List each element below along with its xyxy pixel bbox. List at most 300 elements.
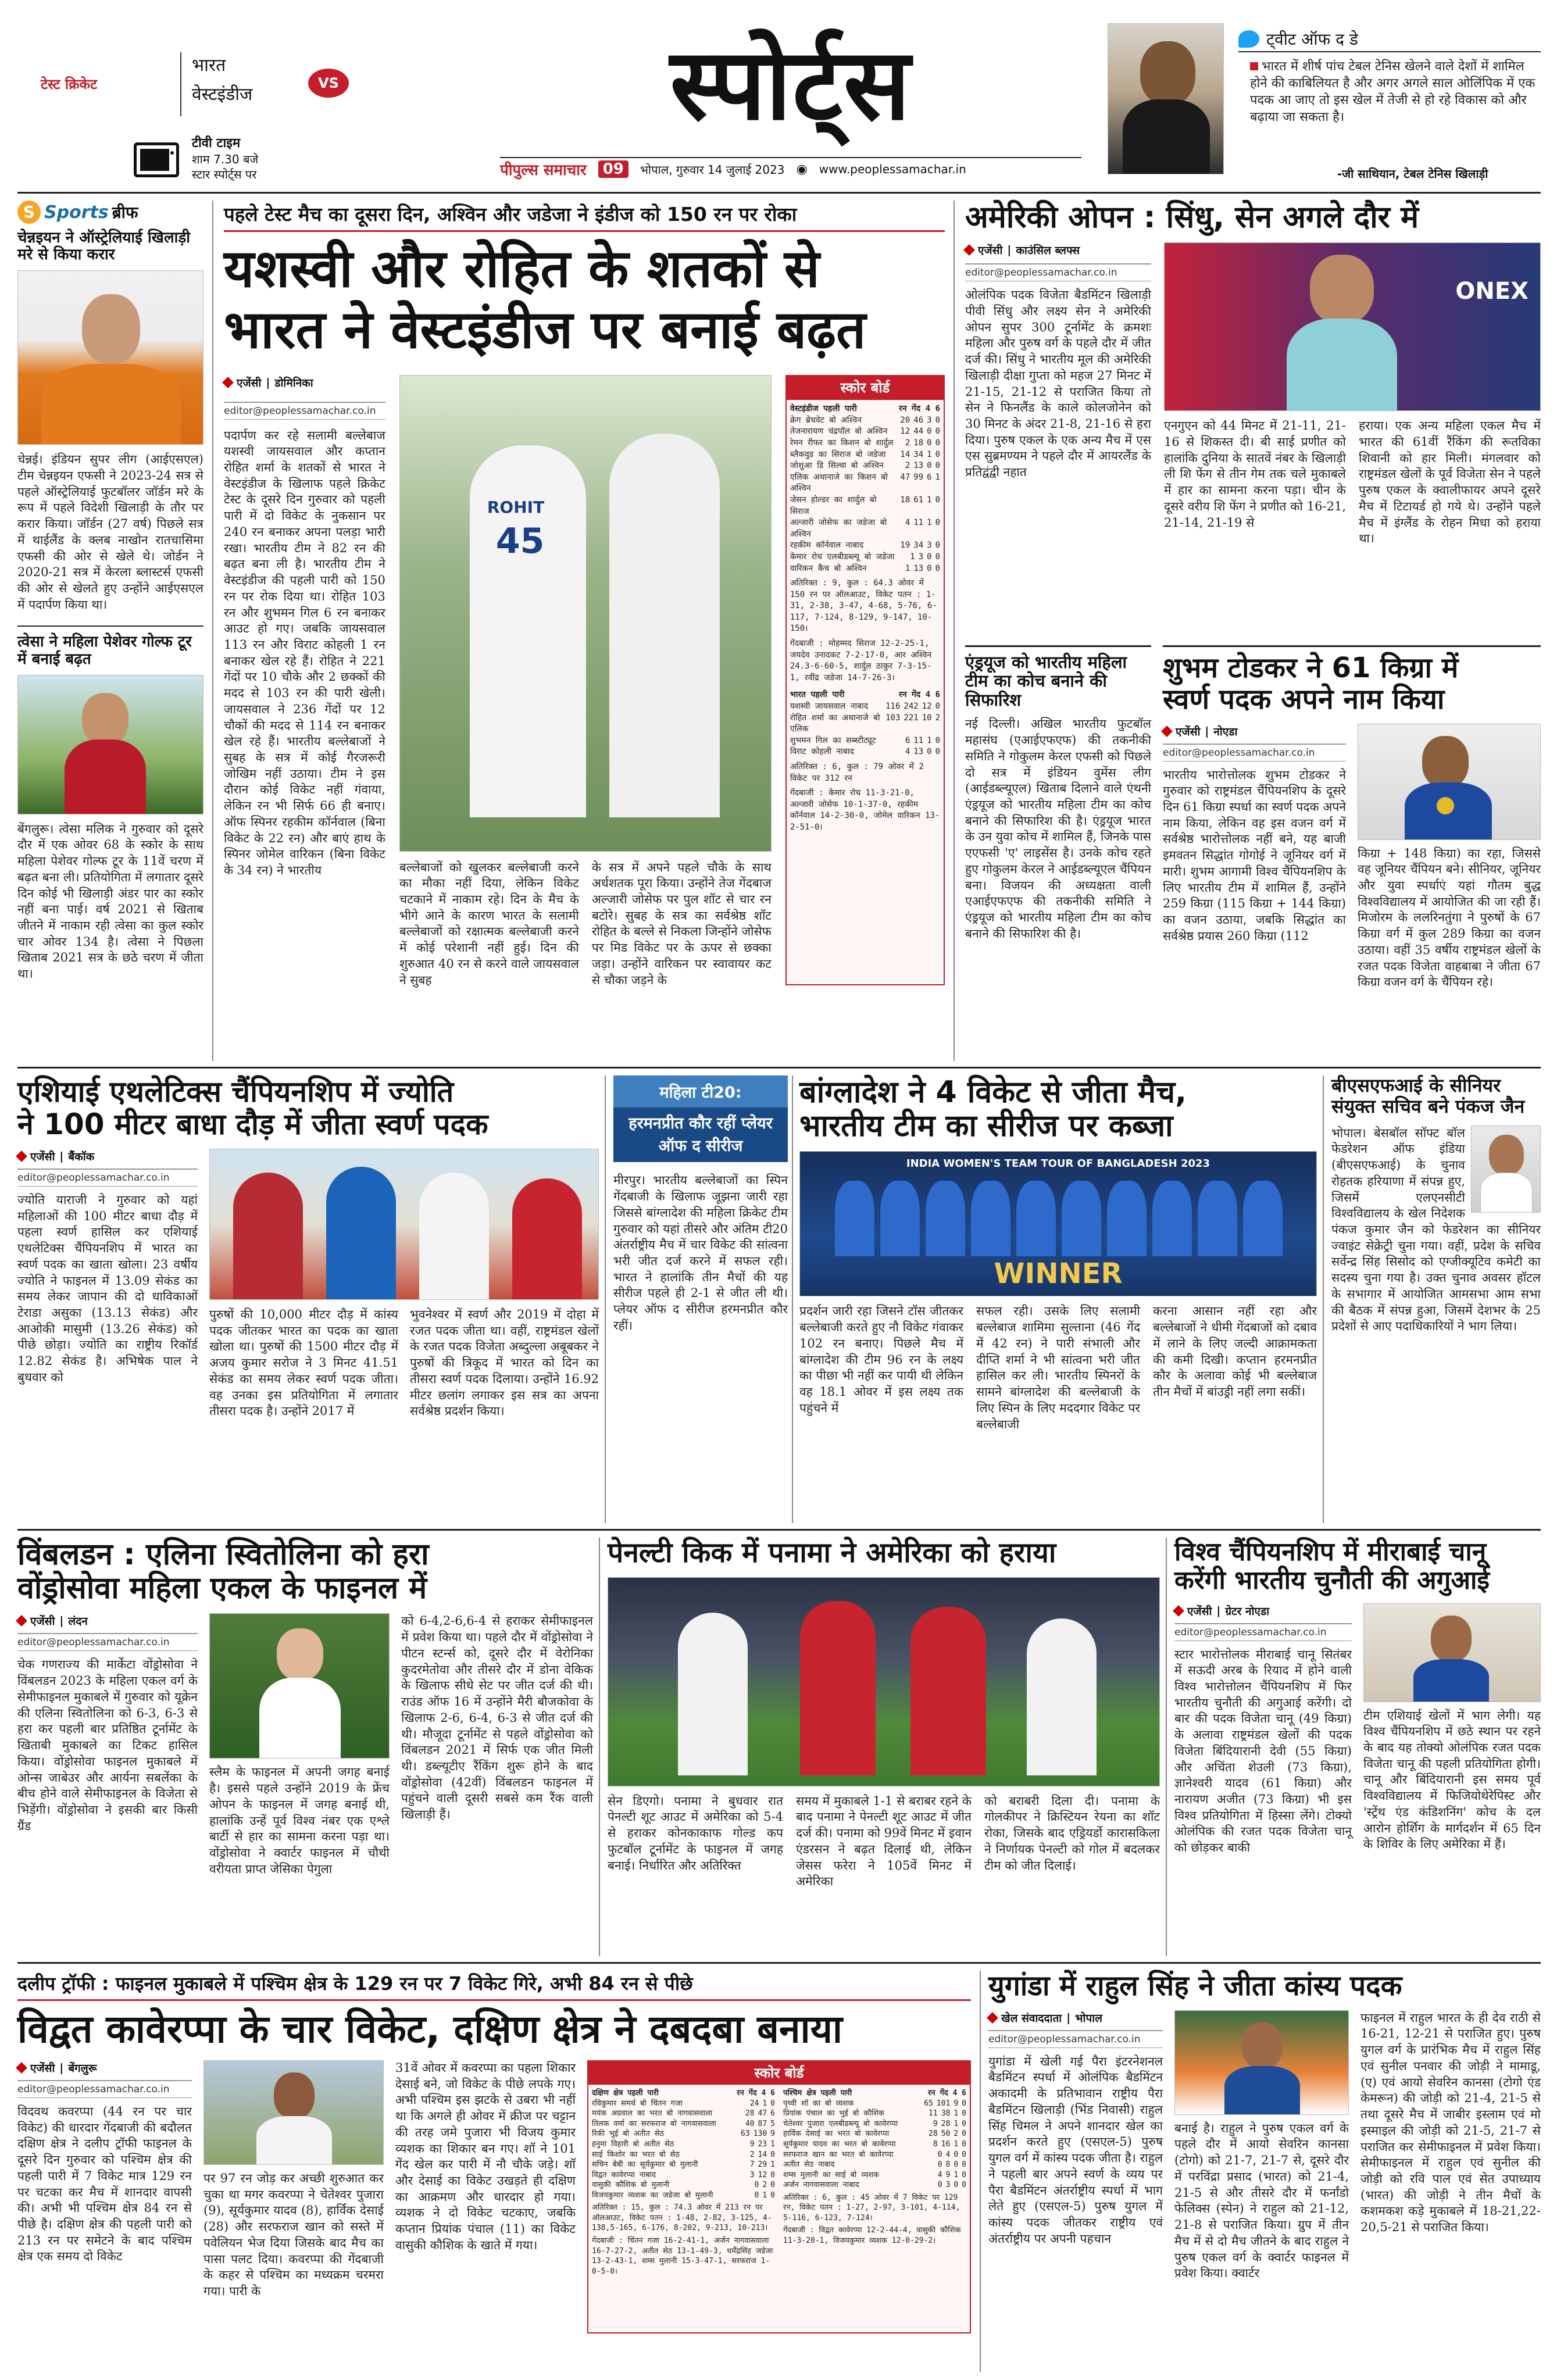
batter-figure: 2 (905, 438, 910, 448)
shubham-photo (1358, 724, 1541, 840)
uganda-photo-rahul (1174, 2010, 1349, 2115)
batter-figure: 34 (913, 449, 924, 459)
duleep-col-3: 31वें ओवर में कवरप्पा का पहला शिकार देसाई बने, जो विकेट के पीछे लपके गए। अभी पश्चिम इस झटके से उबरा भी नहीं था कि अगले ही ओवर में क्रीज पर चट्टान की तरह जमे पुजारा भी विजय कुमार व्यशक का शिकार बन गए। शॉ ने 101 गेंद खेल कर पारी में नौ चौके जड़े। शॉ और देसाई का विकेट उखड़ते ही दक्षिण का आक्रमण और धारदार हो गया। व्यशक ने दो विकेट चटकाए, जबकि कप्तान प्रियांक पंचाल (11) का विकेट वासुकी कौशिक के खाते में गया। (395, 2060, 576, 2252)
scoreboard-bowling-ind: गेंदबाजी : केमार रोच 11-3-21-0, अल्जारी जोसेफ 10-1-37-0, रहकीम कॉर्नवाल 14-2-30-0, जोमेल वारिकन 13-2-51-0। (790, 788, 940, 832)
scoreboard-row (592, 2129, 775, 2139)
scoreboard-row (592, 2170, 775, 2181)
tv-icon (134, 142, 179, 177)
batter-figure: 0 (935, 518, 940, 528)
batter-figures (742, 2109, 775, 2119)
batter-name: क्रेग ब्रेथवेट बो अश्विन (790, 415, 862, 425)
byline-marker-icon (16, 2062, 27, 2074)
bangladesh-col-1: प्रदर्शन जारी रहा जिसने टॉस जीतकर बल्लेबाजी करते हुए नौ विकेट गंवाकर 102 रन बनाए। पिछले मैच में बांग्लादेश की टीम 96 रन के लक्ष्य का पीछा भी नहीं कर पायी थी लेकिन वह 18.1 ओवर में इस लक्ष्य तक पहुंचने में (799, 1304, 963, 1415)
scoreboard-row (790, 426, 940, 438)
batter-figure: 0 (954, 2160, 959, 2170)
batter-figure: 99 (913, 472, 924, 482)
andrews-headline: एंड्रयूज को भारतीय महिला टीम का कोच बनाने की सिफारिश (965, 645, 1151, 709)
bfai-photo-pankaj (1471, 1125, 1541, 1213)
batter-figure: 2 (905, 461, 910, 471)
scoreboard-row (592, 2160, 775, 2170)
batter-figure: 1 (954, 2109, 959, 2118)
batter-figure: 28 (941, 2119, 951, 2128)
panama-col-3: को बराबरी दिला दी। पनामा के गोलकीपर ने क्रिस्टियन रेयना का शॉट रोका, जिसके बाद एड्रियर्डो कारासकिला ने निर्णायक पेनल्टी को गोल में बदलकर टीम को जीत दिलाई। (984, 1793, 1160, 1872)
duleep-photo-kaverappa (203, 2060, 384, 2165)
andrews-body: नई दिल्ली। अखिल भारतीय फुटबॉल महासंघ (एआईएफएफ) की तकनीकी समिति ने गोकुलम केरल एफसी को पिछले दो सत्र में इंडियन वुमेंस लीग (आईडब्ल्यूएल) खिताब दिलाने वाले एंथनी एंड्रयूज को भारतीय महिला टीम का कोच बनाने की सिफारिश की है। एंड्रयूज भारत के उन युवा कोच में शामिल हैं, जिनके पास एएफसी 'ए' लाइसेंस है। उनके कोच रहते हुए गोकुलम केरल ने आईडब्ल्यूएल चैंपियन बना। विजयन की अध्यक्षता वाली एआईएफएफ की तकनीकी समिति ने एंड्रयूज को भारतीय महिला टीम का कोच बनाने की सिफारिश की है। (965, 717, 1151, 941)
batter-figure: 12 (922, 702, 932, 712)
us-open-email: editor@peoplessamachar.co.in (965, 263, 1151, 281)
batter-figures (906, 552, 940, 563)
scoreboard-rows-wi (790, 415, 940, 574)
batter-figure: 1 (910, 552, 915, 562)
scoreboard-row (592, 2190, 775, 2201)
wimbledon-headline-2: वोंड्रोसोवा महिला एकल के फाइनल में (17, 1571, 427, 1606)
batter-figure: 242 (904, 702, 919, 712)
wimbledon-story (17, 1538, 593, 1956)
batter-figure: 38 (941, 2109, 951, 2118)
lead-col-3: के सत्र में अपने पहले चौके के साथ अर्धशतक पूरा किया। उन्होंने तेज गेंदबाज अल्जारी जोसेफ पर पुल शॉट से चार रन बटोरे। सुबह के सत्र का सर्वश्रेष्ठ शॉट रोहित के बल्ले से निकला जिन्होंने जोसेफ पर मिड विकेट पर के ऊपर से छक्का जड़ा। उन्होंने वारिकन पर स्वावायर कट से चौका जड़ने के (591, 860, 772, 987)
women-t20-banner: महिला टी20: हरमनप्रीत कौर रहीं प्लेयर ऑफ द सीरीज (613, 1075, 788, 1162)
us-open-story (965, 201, 1541, 666)
batter-figure: 4 (905, 518, 910, 528)
duleep-sb-left-extras: अतिरिक्त : 15, कुल : 74.3 ओवर में 213 रन पर ऑलआउट, विकेट पतन : 1-48, 2-82, 3-125, 4-138,5-165, 6-176, 8-202, 9-213, 10-213। (592, 2203, 772, 2233)
batter-figure: 47 (758, 2109, 767, 2118)
batter-figures (897, 449, 940, 461)
batter-figures (902, 517, 940, 540)
mirabai-headline-2: करेंगी भारतीय चुनौती की अगुआई (1174, 1566, 1490, 1596)
paper-name: पीपुल्स समाचार (500, 162, 587, 179)
lead-col-2: बल्लेबाजों को खुलकर बल्लेबाजी करने का मौका नहीं दिया, लेकिन विकेट चटकाने में नाकाम रहे। दिन के मैच के भीगे आने के कारण भारत के सलामी बल्लेबाजों को रक्षात्मक बल्लेबाजी करने में कोई परेशानी नहीं हुई। दिन की शुरुआत 40 रन से करने वाले जायसवाल ने सुबह (399, 860, 579, 987)
batter-figure: 14 (758, 2150, 767, 2159)
batter-figures (934, 2180, 966, 2190)
batter-figure: 24 (749, 2099, 759, 2108)
batter-figure: 13 (913, 461, 924, 471)
shubham-col-1: भारतीय भारोत्तोलक शुभम टोडकर ने गुरुवार को राष्ट्रमंडल चैंपियनशिप के दूसरे दिन 61 किग्रा स्पर्धा का स्वर्ण पदक अपने नाम किया, लेकिन वह इस वजन वर्ग में सर्वश्रेष्ठ भारोत्तोलक नहीं बने, यह बाजी इमवतन सिद्धांत गोगोई ने जूनियर वर्ग में मारी। शुभम आगामी विश्व चैंपियनशिप के लिए भारतीय टीम में शामिल हैं, उन्होंने 259 किग्रा (115 किग्रा + 144 किग्रा) का वजन उठाया, जबकि सिद्धांत का सर्वश्रेष्ठ प्रयास 260 किग्रा (112 (1163, 767, 1346, 943)
batter-name: सूर्यकुमार यादव का भरत बो कावेरप्पा (783, 2140, 896, 2149)
asian-story (17, 1075, 599, 1523)
bangladesh-headline-2: भारतीय टीम का सीरीज पर कब्जा (799, 1109, 1173, 1144)
batter-figure: 9 (770, 2129, 775, 2139)
batter-figure: 1 (927, 449, 932, 459)
batter-figures (897, 495, 940, 517)
us-open-headline: अमेरिकी ओपन : सिंधु, सेन अगले दौर में (965, 200, 1419, 235)
batter-figure: 0 (770, 2181, 775, 2190)
panama-photo-team (608, 1577, 1160, 1786)
scoreboard-extras-ind: अतिरिक्त : 6, कुल : 79 ओवर में 2 विकेट पर 312 रन (790, 762, 924, 783)
batter-figure: 5 (770, 2119, 775, 2128)
batter-figure: 1 (770, 2160, 775, 2170)
scoreboard-row (790, 438, 940, 449)
batter-figure: 0 (935, 735, 940, 745)
duleep-story (17, 1971, 971, 2372)
page-number: 09 (598, 160, 628, 178)
tweet-author-photo (1108, 23, 1224, 174)
mirabai-col-2: टीम एशियाई खेलों में भाग लेगी। यह विश्व चैंपियनशिप में छठे स्थान पर रहने के बाद यह तोक्यो ओलंपिक रजत पदक विजेता चानू की पहली प्रतियोगिता होगी। चानू और बिंदियारानी इस समय पूर्व विश्वविद्यालय में फिजियोथेरेपिस्ट और 'स्ट्रेंथ एंड कंडिशनिंग' कोच के दल आरोन होर्शिग के मार्गदर्शन में 65 दिन के शिविर के लिए अमेरिका में हैं। (1363, 1708, 1541, 1852)
batter-figures (934, 2160, 966, 2170)
batter-figures (902, 735, 940, 747)
batter-name: सरफराज खान का भरत बो कावेरप्पा (783, 2150, 894, 2159)
batter-figure: 7 (749, 2160, 755, 2170)
batter-figure: 0 (754, 2190, 759, 2200)
batter-figure: 3 (945, 2181, 951, 2190)
batter-figure: 3 (749, 2170, 755, 2179)
batter-figure: 4 (937, 2170, 942, 2179)
batter-figure: 9 (749, 2140, 755, 2149)
batter-figure: 18 (913, 438, 924, 448)
batter-figure: 0 (770, 2099, 775, 2108)
uganda-headline: युगांडा में राहुल सिंह ने जीता कांस्य पदक (988, 1970, 1402, 2002)
batter-figure: 1 (954, 2140, 959, 2149)
batter-figure: 0 (962, 2150, 966, 2159)
batter-figure: 1 (905, 563, 910, 573)
batter-figure: 34 (913, 541, 924, 551)
batter-figure: 0 (935, 541, 940, 551)
duleep-scoreboard: स्कोर बोर्ड दक्षिण क्षेत्र पहली पारी रन गेंद 4 6 रविकुमार समर्थ बो चिंतन गजा 24 1 0 मयंक अग्रवाल का भरत बो नागवासवाला 28 47 6 तिलक वर्मा का सरफराज बो नागवासवाला 40 87 5 रिकी भुई बो अतीत सेठ 63 130 9 हनुमा विहारी बो अतीत सेठ 9 23 1 साई किशोर का भरत बो सेठ 2 14 0 सचिन बेबी का सूर्यकुमार बो मुलानी 7 29 1 विद्वत कावेरप्पा नाबाद 3 12 0 वासुकी कौशिक बो मुलानी 0 2 0 विजयकुमार व्यशक का जडेजा बो मुलानी 0 1 0 अतिरिक्त : 15, कुल : 74.3 ओवर में 213 रन पर ऑलआउट, विकेट पतन : 1-48, 2-82, 3-125, 4-138,5-165, 6-176, 8-202, 9-213, 10-213। गेंदबाजी : चिंतन गजा 16-2-41-1, अर्जन नागवासवाला 16-7-27-2, अतीत सेठ 13-1-49-3, धर्मेंद्रसिंह जडेजा 13-2-43-1, शम्स मुलानी 15-3-47-1, सरफराज 1-0-5-0। पश्चिम क्षेत्र पहली पारी रन गेंद 4 6 पृथ्वी शॉ का बो व्यशक 65 101 9 0 प्रियांक पंचाल का भुई बो कौशिक 11 38 1 0 चेतेश्वर पुजारा एलबीडब्ल्यू बो कावेरप्पा 9 28 1 0 हार्विक देसाई का भरत बो कावेरप्पा 28 50 2 0 सूर्यकुमार यादव का भरत बो कावेरप्पा 8 16 1 0 सरफराज खान का भरत बो कावेरप्पा 0 4 0 0 अतीत सेठ नाबाद 0 8 0 0 शम्स मुलानी का साई बो व्यशक 4 9 1 0 अर्जन नागवासवाला नाबाद 0 3 0 0 अतिरिक्त : 6, कुल : 45 ओवर में 7 विकेट पर 129 रन, विकेट पतन : 1-27, 2-97, 3-101, 4-114, 5-116, 6-123, 7-124। गेंदबाजी : विद्वत कावेरप्पा 12-2-44-4, वासुकी कौशिक 11-3-20-1, विजयकुमार व्यशक 12-0-29-2। (587, 2060, 971, 2333)
wimbledon-col-2: स्लैम के फाइनल में अपनी जगह बनाई है। इससे पहले उन्होंने 2019 के फ्रेंच ओपन के फाइनल में जगह बनाई थी, हालांकि उन्हें पूर्व विश्व नंबर एक एश्ले बार्टी से हार का सामना करना पड़ा था। वोंड्रोसोवा ने क्वार्टर फाइनल में चौथी वरीयता प्राप्त जेसिका पेगुला (209, 1765, 390, 1876)
batter-figures (742, 2119, 775, 2129)
batter-figure: 130 (753, 2129, 767, 2139)
scoreboard-extras-wi: अतिरिक्त : 9, कुल : 64.3 ओवर में 150 रन पर ऑलआउट, विकेट पतन : 1-31, 2-38, 3-47, 4-68, 5-76, 6-117, 7-124, 8-129, 9-147, 10-150। (790, 578, 937, 634)
batter-figure: 0 (927, 427, 932, 437)
us-open-col-1: ओलंपिक पदक विजेता बैडमिंटन खिलाड़ी पीवी सिंधु और लक्ष्य सेन ने अमेरिकी ओपन सुपर 300 टूर्नामेंट के क्रमशः महिला और पुरुष वर्ग के पहले दौर में जीत दर्ज की। सिंधु ने भारतीय मूल की अमेरिकी खिलाड़ी दीक्षा गुप्ता को महज 27 मिनट में 21-15, 21-12 से पराजित किया तो सेन ने फिनलैंड के काले कोलजोनेन को 30 मिनट के अंदर 21-8, 21-16 से हरा दिया। पुरुष एकल के एक अन्य मैच में एस एस सुब्रमण्यम ने पहले दौर में आयरलैंड के प्रतिद्वंद्वी नहात (965, 288, 1151, 480)
batter-figure: 2 (762, 2181, 767, 2190)
batter-figures (897, 415, 940, 427)
scoreboard-row (790, 517, 940, 540)
batter-name: तिलक वर्मा का सरफराज बो नागवासवाला (592, 2119, 716, 2128)
duleep-col-2: पर 97 रन जोड़ कर अच्छी शुरुआत कर चुका था मगर कवरप्पा ने चेतेश्वर पुजारा (9), सूर्यकुमार यादव (8), हार्विक देसाई (28) और सरफराज खान को सस्ते में पवेलियन भेज दिया जिसके बाद मैच का पासा पलट दिया। कवरप्पा की गेंदबाजी के कहर से पश्चिम का मध्यक्रम चरमरा गया। पारी के (203, 2171, 384, 2298)
batter-figure: 1 (762, 2099, 767, 2108)
mirabai-photo (1363, 1603, 1541, 1702)
lead-email: editor@peoplessamachar.co.in (224, 402, 385, 420)
scoreboard-row (790, 735, 940, 747)
batter-figure: 116 (885, 702, 901, 712)
batter-figure: 3 (927, 415, 932, 425)
test-cricket-label: टेस्ट क्रिकेट (41, 76, 98, 92)
batter-figure: 13 (913, 563, 924, 573)
asian-photo-hurdlers (209, 1149, 599, 1300)
batter-figure: 3 (927, 541, 932, 551)
website: www.peoplessamachar.in (819, 162, 966, 176)
bfai-body: भोपाल। बेसबॉल सॉफ्ट बॉल फेडरेशन ऑफ इंडिया (बीएसएफआई) के चुनाव रोहतक हरियाणा में संपन्न हुए, जिसमें एलएनसीटी विश्वविद्यालय के खेल निदेशक पंकज कुमार जैन को फेडरेशन का सीनियर ज्वाइंट सेक्रेट्री चुना गया। वहीं, प्रदेश के सचिव सर्वेन्द्र सिंह सिसोद को एग्जीक्यूटिव कमेटी का सदस्य चुना गया है। उक्त चुनाव अवसर हॉटल के सभागार में आयोजित आमसभा आम सभा की बैठक में संपन्न हुआ, जिसमें देशभर के 25 प्रदेशों से आए पदाधिकारियों ने भाग लिया। (1331, 1125, 1541, 1334)
batter-figure: 0 (935, 427, 940, 437)
batter-figure: 0 (962, 2181, 966, 2190)
batter-figure: 14 (900, 449, 910, 459)
asian-headline-1: एशियाई एथलेटिक्स चैंपियनशिप में ज्योति (17, 1075, 454, 1109)
uganda-story (988, 1971, 1541, 2372)
twitter-bird-icon (1238, 30, 1259, 48)
tv-time: शाम 7.30 बजे (192, 152, 259, 166)
tweet-author: -जी साथियान, टेबल टेनिस खिलाड़ी (1337, 167, 1488, 181)
batter-figure: 0 (770, 2190, 775, 2200)
batter-figure: 1 (762, 2190, 767, 2200)
batter-figure: 2 (935, 713, 940, 723)
batter-figure: 221 (904, 713, 919, 723)
masthead (0, 0, 1557, 192)
wimbledon-email: editor@peoplessamachar.co.in (17, 1633, 198, 1651)
batter-figures (747, 2150, 775, 2160)
batter-figure: 0 (962, 2109, 966, 2118)
mirabai-email: editor@peoplessamachar.co.in (1174, 1623, 1352, 1641)
batter-figures (751, 2190, 775, 2201)
batter-figures (934, 2150, 966, 2160)
duleep-byline: एजेंसी | बेंगलुरू (17, 2060, 192, 2075)
batter-figure: 0 (927, 461, 932, 471)
us-open-col-2: एनगुएन को 44 मिनट में 21-11, 21-16 से शिकस्त दी। बी साई प्रणीत को हालांकि दुनिया के सातवें नंबर के खिलाड़ी ली शि फेंग से तीन गेम तक चले मुकाबले में हार का सामना करना पड़ा। चीन के दूसरे वरीय शि फेंग ने प्रणीत को 16-21, 21-14, 21-19 से (1164, 419, 1346, 530)
batter-figure: 8 (945, 2160, 951, 2170)
scoreboard-row (790, 563, 940, 575)
batter-figures (920, 2099, 966, 2109)
wimbledon-headline-1: विंबलडन : एलिना स्वितोलिना को हरा (17, 1537, 429, 1572)
batter-figure: 1 (927, 735, 932, 745)
scoreboard-row (790, 713, 940, 735)
batter-name: रेमन रीफर का किशन बो शार्दुल (790, 438, 894, 448)
batter-figure: 1 (954, 2119, 959, 2128)
shubham-headline-1: शुभम टोडकर ने 61 किग्रा में (1163, 645, 1541, 684)
uganda-col-mid: बनाई है। राहुल ने पुरुष एकल वर्ग के पहले दौर में आयो सेवरिन कानसा (टोगो) को 21-7, 21-7 से, दूसरे दौर में परविंद्रा प्रसाद (भारत) को 21-4, 21-5 से और तीसरे दौर में फर्नांडो फेलिक्स (स्पेन) ने राहुल को 21-12, 21-8 से पराजित किया। ग्रुप में तीन मैच में से दो मैच जीतने के बाद राहुल ने पुरुष एकल वर्ग के क्वार्टर फाइनल में प्रवेश किया। क्वार्टर (1174, 2121, 1349, 2281)
batter-figure: 2 (749, 2150, 755, 2159)
batter-name: रोहित शर्मा का अथानाजे बो एलिक (790, 713, 880, 734)
batter-figure: 0 (927, 747, 932, 757)
scoreboard-row (592, 2109, 775, 2119)
batter-name: प्रियांक पंचाल का भुई बो कौशिक (783, 2109, 884, 2118)
batter-name: हनुमा विहारी बो अतीत सेठ (592, 2140, 674, 2149)
batter-figure: 6 (905, 735, 910, 745)
batter-figure: 103 (885, 713, 901, 723)
sports-label: Sports (44, 202, 109, 223)
batter-figure: 12 (758, 2170, 767, 2179)
andrews-story (965, 645, 1151, 994)
duleep-email: editor@peoplessamachar.co.in (17, 2080, 192, 2098)
panama-headline: पेनल्टी किक में पनामा ने अमेरिका को हराया (608, 1536, 1056, 1569)
batter-figure: 0 (927, 438, 932, 448)
scoreboard-row (783, 2139, 966, 2150)
brief-photo-1 (17, 270, 203, 445)
shubham-byline: एजेंसी | नोएडा (1163, 724, 1346, 739)
batter-name: जेसन होल्डर का शार्दुल बो सिराज (790, 495, 877, 516)
batter-figure: 11 (913, 518, 924, 528)
batter-figure: 0 (770, 2150, 775, 2159)
batter-name: सचिन बेबी का सूर्यकुमार बो मुलानी (592, 2160, 698, 2170)
batter-figure: 0 (935, 495, 940, 505)
lead-headline-2: भारत ने वेस्टइंडीज पर बनाई बढ़त (224, 299, 866, 360)
batter-figure: 0 (935, 552, 940, 562)
batter-name: शम्स मुलानी का साई बो व्यशक (783, 2170, 880, 2179)
batter-figures (902, 746, 940, 758)
batter-figure: 6 (770, 2109, 775, 2118)
lead-story (224, 201, 945, 1061)
batter-figure: 19 (900, 541, 910, 551)
uganda-byline: खेल संवाददाता | भोपाल (988, 2010, 1163, 2025)
lead-scoreboard: स्कोर बोर्ड वेस्टइंडीज पहली पारी रन गेंद 4 6 क्रेग ब्रेथवेट बो अश्विन 20 46 3 0 तेजनारायण चंद्रपॉल बो अश्विन 12 44 0 0 रेमन रीफर का किशन बो शार्दुल 2 18 0 0 ब्लैकवुड का सिराज बो जडेजा 14 34 1 0 जोशुआ डि सिल्वा बो अश्विन 2 13 0 0 एलिक अथानाजे का किशन बो अश्विन 47 99 6 1 जेसन होल्डर का शार्दुल बो सिराज 18 61 1 0 अल्जारी जोसेफ का जडेजा बो अश्विन 4 11 1 0 रहकीम कॉर्नवाल नाबाद 19 34 3 0 केमार रोच एलबीडब्ल्यू बो जडेजा 1 3 0 0 वारिकन कैच बो अश्विन 1 13 0 0 अतिरिक्त : 9, कुल : 64.3 ओवर में 150 रन पर ऑलआउट, विकेट पतन : 1-31, 2-38, 3-47, 4-68, 5-76, 6-117, 7-124, 8-129, 9-147, 10-150। गेंदबाजी : मोहम्मद सिराज 12-2-25-1, जयदेव उनादकट 7-2-17-0, आर अश्विन 24.3-6-60-5, शार्दुल ठाकुर 7-3-15-1, रवींद्र जडेजा 14-7-26-3। भारत पहली पारी रन गेंद 4 6 यशस्वी जायसवाल नाबाद 116 242 12 0 रोहित शर्मा का अथानाजे बो एलिक 103 221 10 2 शुभमन गिल का सब्स्टीट्यूट 6 11 1 0 विराट कोहली नाबाद 4 13 0 0 अतिरिक्त : 6, कुल : 79 ओवर में 2 विकेट पर 312 रन गेंदबाजी : केमार रोच 11-3-21-0, अल्जारी जोसेफ 10-1-37-0, रहकीम कॉर्नवाल 14-2-30-0, जोमेल वारिकन 13-2-51-0। (785, 375, 945, 985)
batter-figure: 18 (900, 495, 910, 505)
batter-figure: 11 (913, 735, 924, 745)
scoreboard-row (783, 2170, 966, 2181)
batter-figure: 0 (935, 438, 940, 448)
batter-figure: 0 (937, 2181, 942, 2190)
batter-name: जोशुआ डि सिल्वा बो अश्विन (790, 461, 884, 471)
brief-label: ब्रीफ (112, 203, 138, 222)
batter-figure: 28 (929, 2129, 938, 2139)
batter-figure: 16 (941, 2140, 951, 2149)
scoreboard-row (783, 2160, 966, 2170)
batter-figure: 3 (918, 552, 924, 562)
panama-story (608, 1538, 1160, 1956)
scoreboard-row (783, 2119, 966, 2129)
brief-headline-1: चेन्नइयन ने ऑस्ट्रेलियाई खिलाड़ी मरे से किया करार (17, 229, 190, 264)
batter-name: केमार रोच एलबीडब्ल्यू बो जडेजा (790, 552, 895, 562)
shubham-email: editor@peoplessamachar.co.in (1163, 744, 1346, 762)
panama-col-2: समय में मुकाबले 1-1 से बराबर रहने के बाद पनामा ने पेनल्टी शूट आउट में जीत दर्ज की। पनामा को 99वें मिनट में इवान एंडरसन ने बढ़त दिलाई थी, लेकिन जेसस फरेरा ने 105वें मिनट में अमेरिका (796, 1793, 972, 1889)
tweet-bullet-icon (1250, 62, 1258, 70)
bangladesh-photo-team: INDIA WOMEN'S TEAM TOUR OF BANGLADESH 2023 WINNER (799, 1151, 1317, 1296)
batter-name: पृथ्वी शॉ का बो व्यशक (783, 2099, 854, 2108)
batter-figure: 0 (935, 449, 940, 459)
batter-figure: 4 (905, 747, 910, 757)
brief-photo-2 (17, 675, 203, 814)
mirabai-col-1: स्टार भारोत्तोलक मीराबाई चानू सितंबर में सऊदी अरब के रियाद में होने वाली विश्व भारोत्तोलन चैंपियनशिप में फिर भारतीय चुनौती की अगुआई करेंगी। दो बार की पदक विजेता चानू (49 किग्रा) के अलावा राष्ट्रमंडल खेलों की पदक विजेता बिंदियारानी देवी (55 किग्रा) और अचिंता शेउली (73 किग्रा), ज्ञानेश्वरी यादव (61 किग्रा) और नारायण अजीत (73 किग्रा) भी इस विश्व प्रतियोगिता में हिस्सा लेंगे। टोक्यो ओलंपिक की रजत पदक विजेता चानू को छोड़कर बाकी (1174, 1647, 1352, 1855)
women-t20-body: मीरपुर। भारतीय बल्लेबाजों का स्पिन गेंदबाजी के खिलाफ जूझना जारी रहा जिससे बांग्लादेश की महिला क्रिकेट टीम गुरुवार को यहां तीसरे और अंतिम टी20 अंतर्राष्ट्रीय मैच में चार विकेट की सांत्वना भरी जीत दर्ज करने में सफल रही। भारत ने हालांकि तीन मैचों की यह सीरीज पहले ही 2-1 से जीत ली थी। प्लेयर ऑफ द सीरीज हरमनप्रीत कौर रहीं। (613, 1173, 788, 1332)
byline-marker-icon (987, 2012, 998, 2024)
batter-figures (882, 701, 940, 713)
batter-figure: 8 (933, 2140, 938, 2149)
batter-figure: 0 (935, 461, 940, 471)
scoreboard-row (783, 2129, 966, 2139)
batter-name: विद्वत कावेरप्पा नाबाद (592, 2170, 656, 2179)
batter-figures (934, 2170, 966, 2181)
batter-figure: 29 (758, 2160, 767, 2170)
batter-name: ब्लैकवुड का सिराज बो जडेजा (790, 449, 886, 459)
batter-name: साई किशोर का भरत बो सेठ (592, 2150, 680, 2159)
lead-headline-1: यशस्वी और रोहित के शतकों से (224, 238, 820, 299)
scoreboard-row (592, 2119, 775, 2129)
asian-byline: एजेंसी | बैंकॉक (17, 1149, 198, 1164)
batter-figures (737, 2129, 775, 2139)
tweet-text: भारत में शीर्ष पांच टेबल टेनिस खेलने वाले देशों में शामिल होने की काबिलियत है और अगर अगले साल ओलिंपिक में एक पदक आ जाए तो इस खेल में तेजी से हो रहे विकास को और बढ़ाया जा सकता है। (1250, 59, 1535, 125)
uganda-email: editor@peoplessamachar.co.in (988, 2030, 1163, 2048)
batter-figures (747, 2170, 775, 2181)
scoreboard-row (790, 472, 940, 495)
scoreboard-row (783, 2150, 966, 2160)
batter-figures (897, 540, 940, 552)
brief-body-1: चेन्नई। इंडियन सुपर लीग (आईएसएल) टीम चेन्नइयन एफसी ने 2023-24 सत्र से पहले ऑस्ट्रेलियाई फुटबॉलर जॉर्डन मरे के रूप में पहले विदेशी खिलाड़ी के तौर पर करार किया। जॉर्डन (27 वर्ष) पिछले सत्र में थाईलैंड के क्लब नाखोन रातचासिमा एफसी की ओर से खेले थे। जोर्डन ने 2020-21 सत्र में केरला ब्लास्टर्स एफसी की ओर से खेलते हुए उन्होंने आईएसएल में पदार्पण किया था। (17, 452, 203, 612)
bfai-headline: बीएसएफआई के सीनियर संयुक्त सचिव बने पंकज जैन (1331, 1074, 1525, 1117)
batter-name: वारिकन कैच बो अश्विन (790, 563, 867, 573)
section-title: स्पोर्ट्स (670, 26, 912, 142)
team1-label: भारत (192, 55, 226, 76)
batter-figures (930, 2139, 966, 2150)
batter-figure: 47 (900, 472, 910, 482)
batter-figures (925, 2129, 966, 2139)
brief-column (17, 201, 203, 1061)
batter-figure: 87 (758, 2119, 767, 2128)
scoreboard-row (592, 2139, 775, 2150)
shubham-headline-2: स्वर्ण पदक अपने नाम किया (1163, 682, 1445, 716)
bangladesh-headline-1: बांग्लादेश ने 4 विकेट से जीता मैच, (799, 1075, 1187, 1110)
scoreboard-header-ind: भारत पहली पारी रन गेंद 4 6 (790, 690, 940, 700)
batter-figure: 11 (929, 2109, 938, 2118)
batter-figure: 101 (936, 2099, 951, 2108)
duleep-sb-left-rows (592, 2099, 775, 2200)
batter-figures (747, 2160, 775, 2170)
lead-byline: एजेंसी | डोमिनिका (224, 375, 385, 390)
batter-figure: 0 (954, 2181, 959, 2190)
tweet-header: ट्वीट ऑफ द डे (1238, 28, 1358, 50)
us-open-photo-sindhu: ONEX (1164, 242, 1541, 411)
batter-figure: 9 (933, 2119, 938, 2128)
us-open-col-3: हराया। एक अन्य महिला एकल मैच में भारत की 61वीं रैंकिंग की रूतविका शिवानी को हार मिली। मंगलवार को राष्ट्रमंडल खेलों के पूर्व विजेता सेन ने पहले पुरुष एकल के क्वालीफायर अपने दूसरे मैच में टिटायर्ड हो गये थे। उन्होंने पहले मैच में इंग्लैंड के रोहन मिधा को हराया था। (1359, 419, 1541, 546)
globe-icon: ◉ (796, 162, 808, 177)
batter-name: चेतेश्वर पुजारा एलबीडब्ल्यू बो कावेरप्पा (783, 2119, 898, 2128)
batter-figure: 40 (745, 2119, 755, 2128)
batter-figures (902, 438, 940, 449)
women-t20-story (613, 1075, 788, 1523)
byline-marker-icon (1161, 726, 1173, 737)
batter-figure: 63 (741, 2129, 750, 2139)
wimbledon-col-1: चेक गणराज्य की मार्केटा वोंड्रोसोवा ने विंबलडन 2023 के महिला एकल वर्ग के सेमीफाइनल मुकाबले में गुरुवार को यूक्रेन की एलिना स्वितोलिना को 6-3, 6-3 से हरा कर पहली बार प्रतिष्ठित टूर्नामेंट के खिताबी मुकाबले का टिकट हासिल किया। वोंड्रोसोवा फाइनल मुकाबले में ओन्स जाबेउर और आर्यना सबलेंका के बीच होने वाले सेमीफाइनल के विजेता से भिड़ेंगी। वोंड्रोसोवा ने इसकी बार किसी ग्रैंड (17, 1657, 198, 1833)
batter-figure: 9 (945, 2170, 951, 2179)
duleep-sb-right-extras: अतिरिक्त : 6, कुल : 45 ओवर में 7 विकेट पर 129 रन, विकेट पतन : 1-27, 2-97, 3-101, 4-114, 5-116, 6-123, 7-124। (783, 2193, 960, 2222)
vs-badge: VS (308, 69, 349, 98)
batter-figure: 9 (954, 2099, 959, 2108)
batter-figure: 1 (927, 518, 932, 528)
batter-figure: 1 (927, 495, 932, 505)
batter-figure: 1 (770, 2140, 775, 2149)
batter-name: शुभमन गिल का सब्स्टीट्यूट (790, 735, 876, 745)
bangladesh-story (799, 1075, 1317, 1523)
scoreboard-row (790, 746, 940, 758)
batter-figure: 0 (935, 415, 940, 425)
scoreboard-row (790, 701, 940, 713)
duleep-headline: विद्वत कावेरप्पा के चार विकेट, दक्षिण क्षेत्र ने दबदबा बनाया (17, 2007, 842, 2052)
batter-figure: 0 (962, 2140, 966, 2149)
brief-body-2: बेंगलुरू। त्वेसा मलिक ने गुरुवार को दूसरे दौर में एक ओवर 68 के स्कोर के साथ महिला पेशेवर गोल्फ टूर के 11वें चरण में बढ़त बना ली। प्रतियोगिता में लगातार दूसरे दिन कोई भी खिलाड़ी अंडर पार का स्कोर नहीं बना पाई। वर्ष 2021 से खिताब जीतने में नाकाम रही त्वेसा का कुल स्कोर चार ओवर 134 है। त्वेसा ने पिछला खिताब 2021 सत्र के छठे चरण में जीता था। (17, 821, 203, 981)
batter-figure: 0 (937, 2150, 942, 2159)
duleep-sb-right-bowling: गेंदबाजी : विद्वत कावेरप्पा 12-2-44-4, वासुकी कौशिक 11-3-20-1, विजयकुमार व्यशक 12-0-29-2। (783, 2226, 961, 2245)
batter-name: विजयकुमार व्यशक का जडेजा बो मुलानी (592, 2190, 713, 2200)
byline-marker-icon (1173, 1605, 1184, 1617)
batter-figure: 0 (962, 2119, 966, 2128)
dateline: भोपाल, गुरुवार 14 जुलाई 2023 (640, 162, 785, 177)
batter-name: रविकुमार समर्थ बो चिंतन गजा (592, 2099, 683, 2108)
scoreboard-row (790, 415, 940, 427)
batter-figure: 0 (954, 2150, 959, 2159)
scoreboard-row (783, 2099, 966, 2109)
panama-col-1: सेन डिएगो। पनामा ने बुधवार रात पेनल्टी शूट आउट में अमेरिका को 5-4 से हराकर कोनकाकाफ गोल्ड कप फुटबॉल टूर्नामेंट के फाइनल में जगह बनाई। निर्धारित और अतिरिक्त (608, 1793, 783, 1872)
scoreboard-bowling-wi: गेंदबाजी : मोहम्मद सिराज 12-2-25-1, जयदेव उनादकट 7-2-17-0, आर अश्विन 24.3-6-60-5, शार्दुल ठाकुर 7-3-15-1, रवींद्र जडेजा 14-7-26-3। (790, 639, 932, 682)
scoreboard-row (790, 552, 940, 563)
batter-figures (897, 426, 940, 438)
batter-figure: 1 (935, 472, 940, 482)
batter-figure: 0 (935, 747, 940, 757)
batter-figure: 0 (935, 563, 940, 573)
mirabai-byline: एजेंसी | ग्रेटर नोएडा (1174, 1603, 1352, 1618)
batter-name: अर्जन नागवासवाला नाबाद (783, 2181, 859, 2190)
scoreboard-header: वेस्टइंडीज पहली पारी रन गेंद 4 6 (790, 404, 940, 414)
batter-figure: 0 (962, 2160, 966, 2170)
us-open-byline: एजेंसी | काउंसिल ब्लफ्स (965, 242, 1151, 258)
batter-figure: 0 (962, 2129, 966, 2139)
batter-figure: 46 (913, 415, 924, 425)
uganda-col-2: फाइनल में राहुल भारत के ही देव राठी से 16-21, 12-21 से पराजित हुए। पुरुष युगल वर्ग के प्रारंभिक मैच में राहुल सिंह एवं सुनील पनवार की जोड़ी ने मामाडू, (ए) एवं आयो सेवरिन कानसा (टोगो एंड केमरून) की जोड़ी को 21-4, 21-5 से तथा दूसरे मैच में जाबीर इस्लाम एवं मो इस्माइल की जोड़ी को 21-5, 21-7 से पराजित कर सेमीफाइनल में प्रवेश किया। सेमीफाइनल में राहुल एवं सुनील की जोड़ी को रवि पाल एवं सेत उपाध्याय (भारत) की जोड़ी ने तीन मैचों के कशमकश कड़े मुकाबले में 18-21,22-20,5-21 से पराजित किया। (1360, 2010, 1541, 2235)
batter-name: तेजनारायण चंद्रपॉल बो अश्विन (790, 427, 888, 437)
asian-headline-2: ने 100 मीटर बाधा दौड़ में जीता स्वर्ण पदक (17, 1107, 488, 1141)
batter-name: वासुकी कौशिक बो मुलानी (592, 2181, 670, 2190)
duleep-sb-right-rows (783, 2099, 966, 2190)
batter-figures (897, 472, 940, 495)
duleep-col-1: विदवथ कवरप्पा (44 रन पर चार विकेट) की धारदार गेंदबाजी की बदौलत दक्षिण क्षेत्र ने दलीप ट्रॉफी फाइनल के दूसरे दिन गुरुवार को पश्चिम क्षेत्र की पहली पारी में 7 विकेट मात्र 129 रन पर चटका कर मैच में शानदार वापसी की। अभी भी पश्चिम क्षेत्र 84 रन से पीछे है। दक्षिण क्षेत्र की पहली पारी को 213 रन पर समेटने के बाद पश्चिम क्षेत्र एक समय दो विकेट (17, 2104, 192, 2264)
paper-strip (500, 157, 1081, 180)
batter-name: एलिक अथानाजे का किशन बो अश्विन (790, 472, 888, 494)
tv-time-label: टीवी टाइम (192, 136, 241, 151)
